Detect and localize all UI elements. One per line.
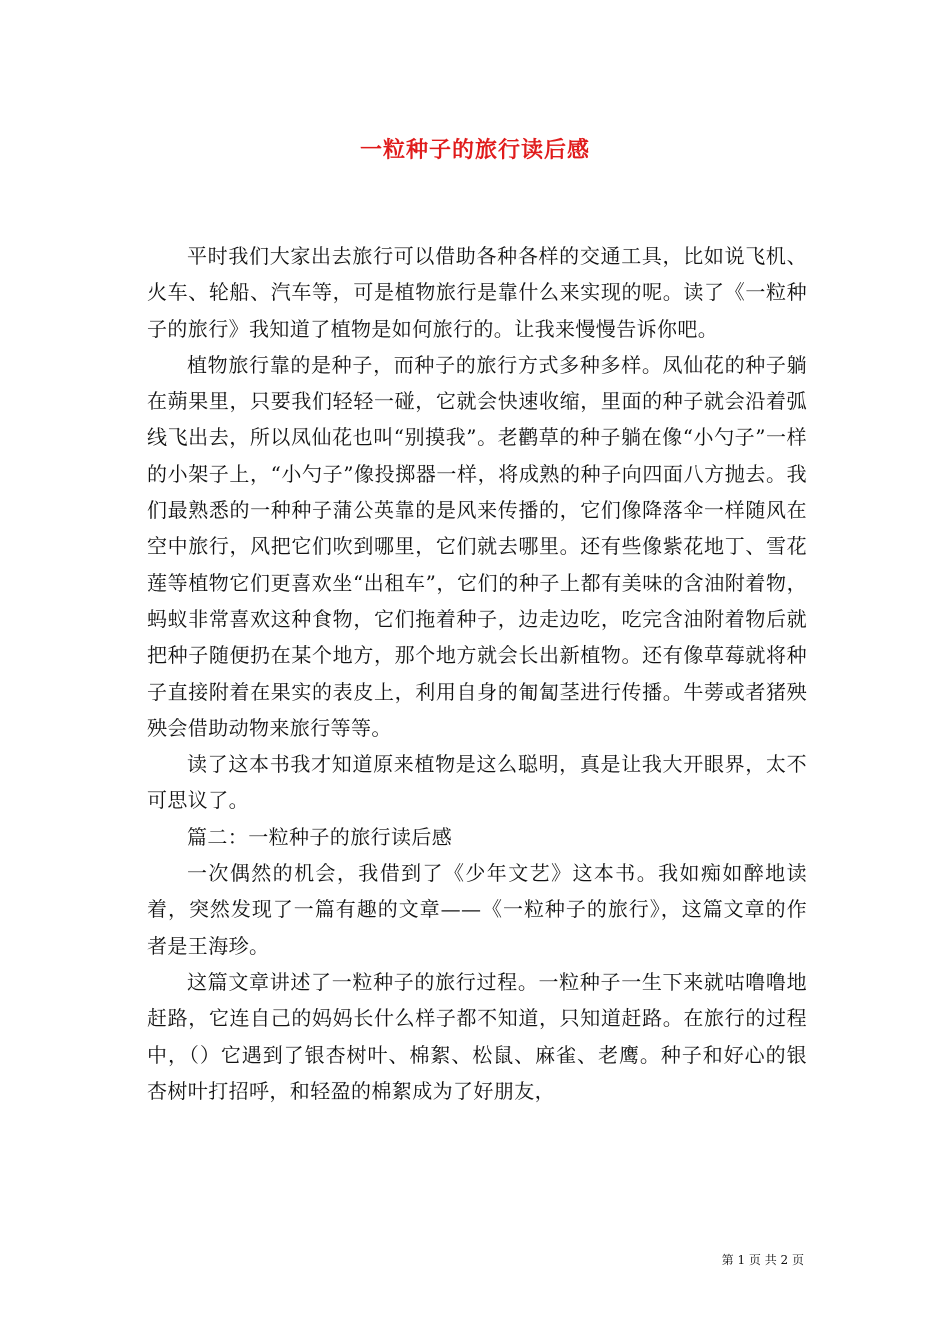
page-number: 第 1 页 共 2 页 <box>721 1253 804 1267</box>
paragraph: 这篇文章讲述了一粒种子的旅行过程。一粒种子一生下来就咕噜噜地赶路，它连自己的妈妈长什么样子都不知道，只知道赶路。在旅行的过程中，（）它遇到了银杏树叶、棉絮、松鼠、麻雀、老鹰。种子和好心的银杏树叶打招呼，和轻盈的棉絮成为了好朋友， <box>147 969 807 1103</box>
section-heading: 篇二：一粒种子的旅行读后感 <box>187 824 453 849</box>
paragraph: 植物旅行靠的是种子，而种子的旅行方式多种多样。凤仙花的种子躺在蒴果里，只要我们轻轻一碰，它就会快速收缩，里面的种子就会沿着弧线飞出去，所以凤仙花也叫“别摸我”。老鹳草的种子躺在像“小勺子”一样的小架子上，“小勺子”像投掷器一样，将成熟的种子向四面八方抛去。我们最熟悉的一种种子蒲公英靠的是风来传播的，它们像降落伞一样随风在空中旅行，风把它们吹到哪里，它们就去哪里。还有些像紫花地丁、雪花莲等植物它们更喜欢坐“出租车”，它们的种子上都有美味的含油附着物，蚂蚁非常喜欢这种食物，它们拖着种子，边走边吃，吃完含油附着物后就把种子随便扔在某个地方，那个地方就会长出新植物。还有像草莓就将种子直接附着在果实的表皮上，利用自身的匍匐茎进行传播。牛蒡或者猪殃殃会借助动物来旅行等等。 <box>147 352 807 740</box>
paragraph: 平时我们大家出去旅行可以借助各种各样的交通工具，比如说飞机、火车、轮船、汽车等，可是植物旅行是靠什么来实现的呢。读了《一粒种子的旅行》我知道了植物是如何旅行的。让我来慢慢告诉你吧。 <box>147 244 807 341</box>
document-title: 一粒种子的旅行读后感 <box>359 137 590 163</box>
paragraph: 一次偶然的机会，我借到了《少年文艺》这本书。我如痴如醉地读着，突然发现了一篇有趣的文章——《一粒种子的旅行》，这篇文章的作者是王海珍。 <box>147 861 807 958</box>
document-body <box>147 238 807 1109</box>
paragraph: 读了这本书我才知道原来植物是这么聪明，真是让我大开眼界，太不可思议了。 <box>147 752 807 813</box>
